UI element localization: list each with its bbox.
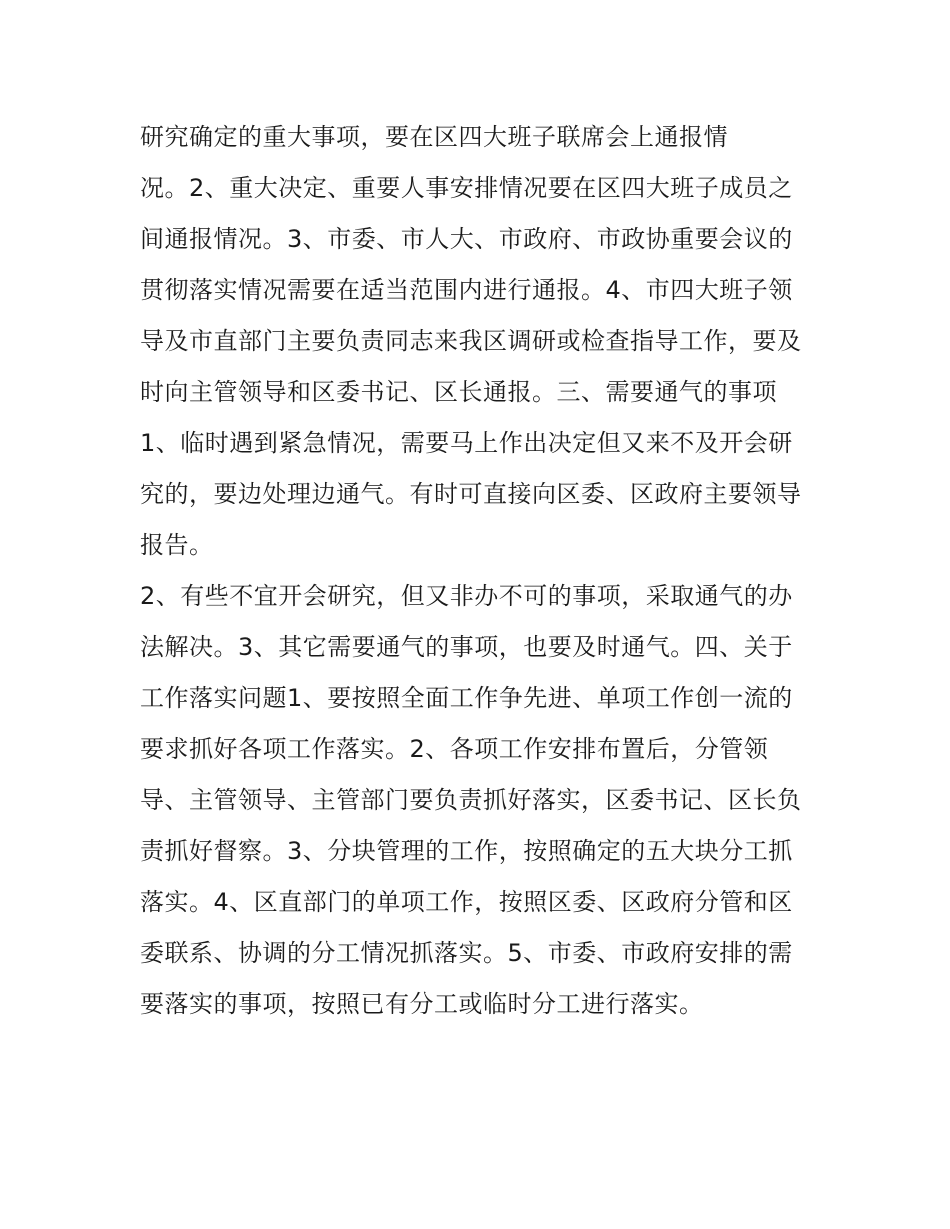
text-line: 间通报情况。3、市委、市人大、市政府、市政协重要会议的 (140, 225, 793, 253)
text-line: 况。2、重大决定、重要人事安排情况要在区四大班子成员之 (140, 174, 793, 202)
text-line: 报告。 (140, 531, 214, 559)
text-line: 研究确定的重大事项，要在区四大班子联席会上通报情 (140, 123, 728, 151)
text-line: 导、主管领导、主管部门要负责抓好落实，区委书记、区长负 (140, 786, 802, 814)
text-line: 要求抓好各项工作落实。2、各项工作安排布置后，分管领 (140, 735, 769, 763)
text-line: 导及市直部门主要负责同志来我区调研或检查指导工作，要及 (140, 327, 802, 355)
text-line: 责抓好督察。3、分块管理的工作，按照确定的五大块分工抓 (140, 837, 793, 865)
text-line: 贯彻落实情况需要在适当范围内进行通报。4、市四大班子领 (140, 276, 793, 304)
body-text (140, 112, 840, 1030)
text-line: 落实。4、区直部门的单项工作，按照区委、区政府分管和区 (140, 888, 793, 916)
text-line: 2、有些不宜开会研究，但又非办不可的事项，采取通气的办 (140, 582, 793, 610)
text-line: 时向主管领导和区委书记、区长通报。三、需要通气的事项 (140, 378, 777, 406)
text-line: 工作落实问题1、要按照全面工作争先进、单项工作创一流的 (140, 684, 793, 712)
text-line: 委联系、协调的分工情况抓落实。5、市委、市政府安排的需 (140, 939, 793, 967)
text-line: 法解决。3、其它需要通气的事项，也要及时通气。四、关于 (140, 633, 793, 661)
text-line: 要落实的事项，按照已有分工或临时分工进行落实。 (140, 990, 704, 1018)
text-line: 1、临时遇到紧急情况，需要马上作出决定但又来不及开会研 (140, 429, 793, 457)
text-line: 究的，要边处理边通气。有时可直接向区委、区政府主要领导 (140, 480, 802, 508)
